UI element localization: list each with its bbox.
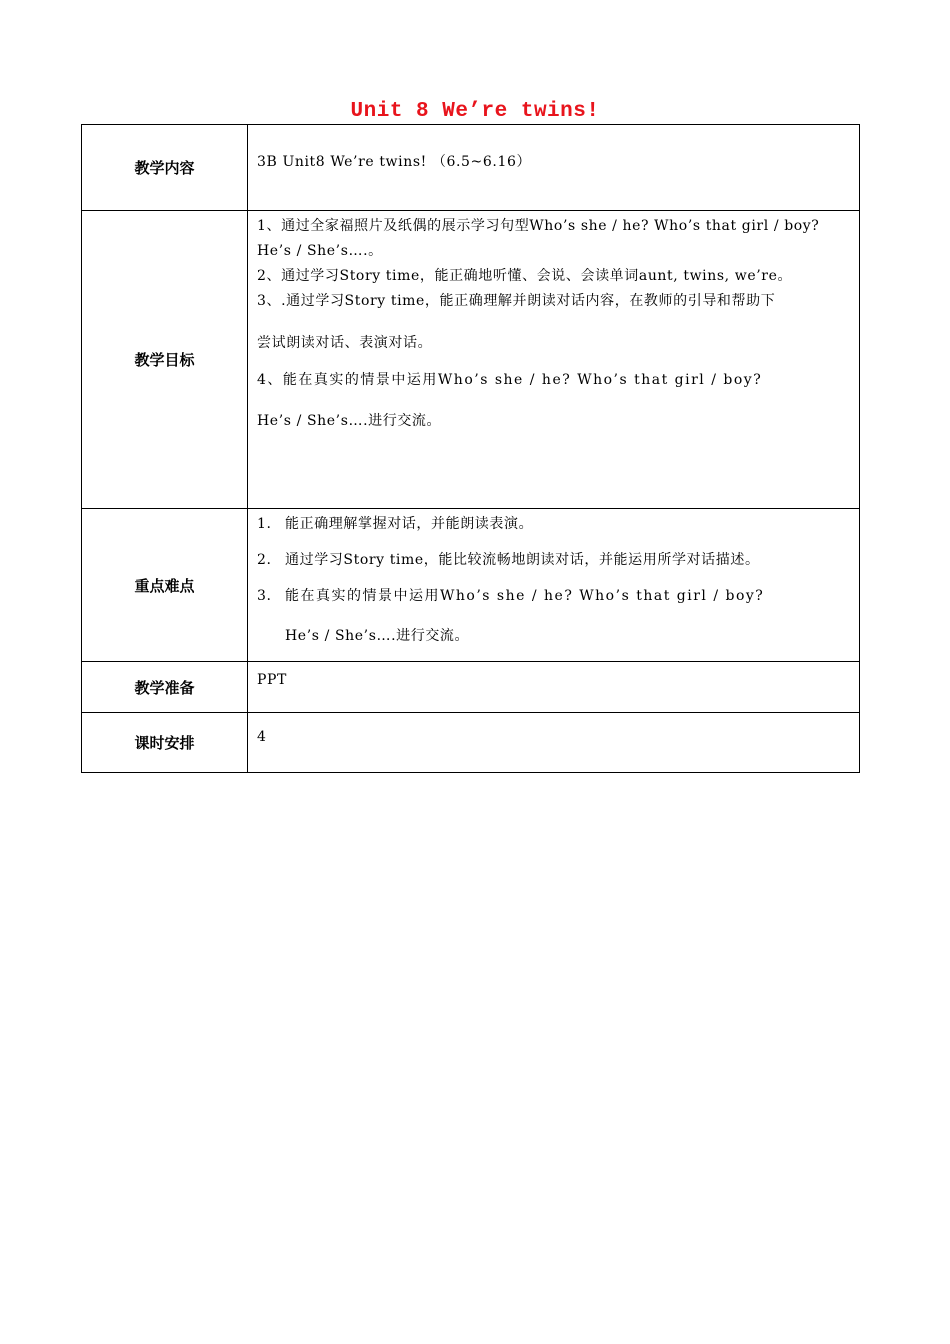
- keypoint-num-1: 1.: [257, 516, 272, 532]
- keypoint-text-1: 能正确理解掌握对话，并能朗读表演。: [285, 516, 534, 532]
- value-schedule: [248, 713, 860, 773]
- value-objectives: [248, 211, 860, 509]
- keypoint-item-2: [257, 548, 851, 572]
- keypoint-num-3: 3.: [257, 588, 272, 604]
- objective-line-6: He’s / She’s….进行交流。: [257, 413, 442, 429]
- row-objectives: [82, 211, 860, 509]
- row-keypoints: [82, 509, 860, 662]
- keypoint-item-4: [257, 624, 851, 648]
- keypoint-num-2: 2.: [257, 552, 272, 568]
- document-title: Unit 8 We’re twins!: [350, 100, 600, 123]
- objective-line-2: 2、通过学习Story time，能正确地听懂、会说、会读单词aunt, twins, we’re。: [257, 268, 793, 284]
- label-keypoints: 重点难点: [82, 509, 248, 662]
- keypoint-item-1: [257, 512, 851, 536]
- objective-line-3: 3、.通过学习Story time，能正确理解并朗读对话内容，在教师的引导和帮助下: [257, 293, 776, 309]
- objective-line-1: 1、通过全家福照片及纸偶的展示学习句型Who’s she / he? Who’s that girl / boy? He’s / She’s….。: [257, 218, 820, 259]
- value-preparation: [248, 662, 860, 713]
- keypoint-text-3: 能在真实的情景中运用Who’s she / he? Who’s that girl / boy?: [285, 588, 765, 604]
- objective-line-4: 尝试朗读对话、表演对话。: [257, 335, 433, 351]
- keypoint-text-4: He’s / She’s….进行交流。: [285, 628, 470, 644]
- row-preparation: [82, 662, 860, 713]
- objective-line-5: 4、能在真实的情景中运用Who’s she / he? Who’s that girl / boy?: [257, 372, 763, 388]
- label-objectives: 教学目标: [82, 211, 248, 509]
- label-schedule: 课时安排: [82, 713, 248, 773]
- row-schedule: [82, 713, 860, 773]
- row-teaching-content: [82, 125, 860, 211]
- preparation-text: PPT: [257, 672, 287, 688]
- label-preparation: 教学准备: [82, 662, 248, 713]
- keypoint-item-3: [257, 584, 851, 608]
- lesson-plan-table: [81, 124, 860, 773]
- keypoint-num-4: [257, 624, 285, 648]
- schedule-text: 4: [257, 729, 267, 745]
- content-text: 3B Unit8 We’re twins! （6.5~6.16）: [257, 154, 532, 170]
- value-keypoints: [248, 509, 860, 662]
- keypoint-text-2: 通过学习Story time，能比较流畅地朗读对话，并能运用所学对话描述。: [285, 552, 760, 568]
- label-teaching-content: 教学内容: [82, 125, 248, 211]
- value-teaching-content: [248, 125, 860, 211]
